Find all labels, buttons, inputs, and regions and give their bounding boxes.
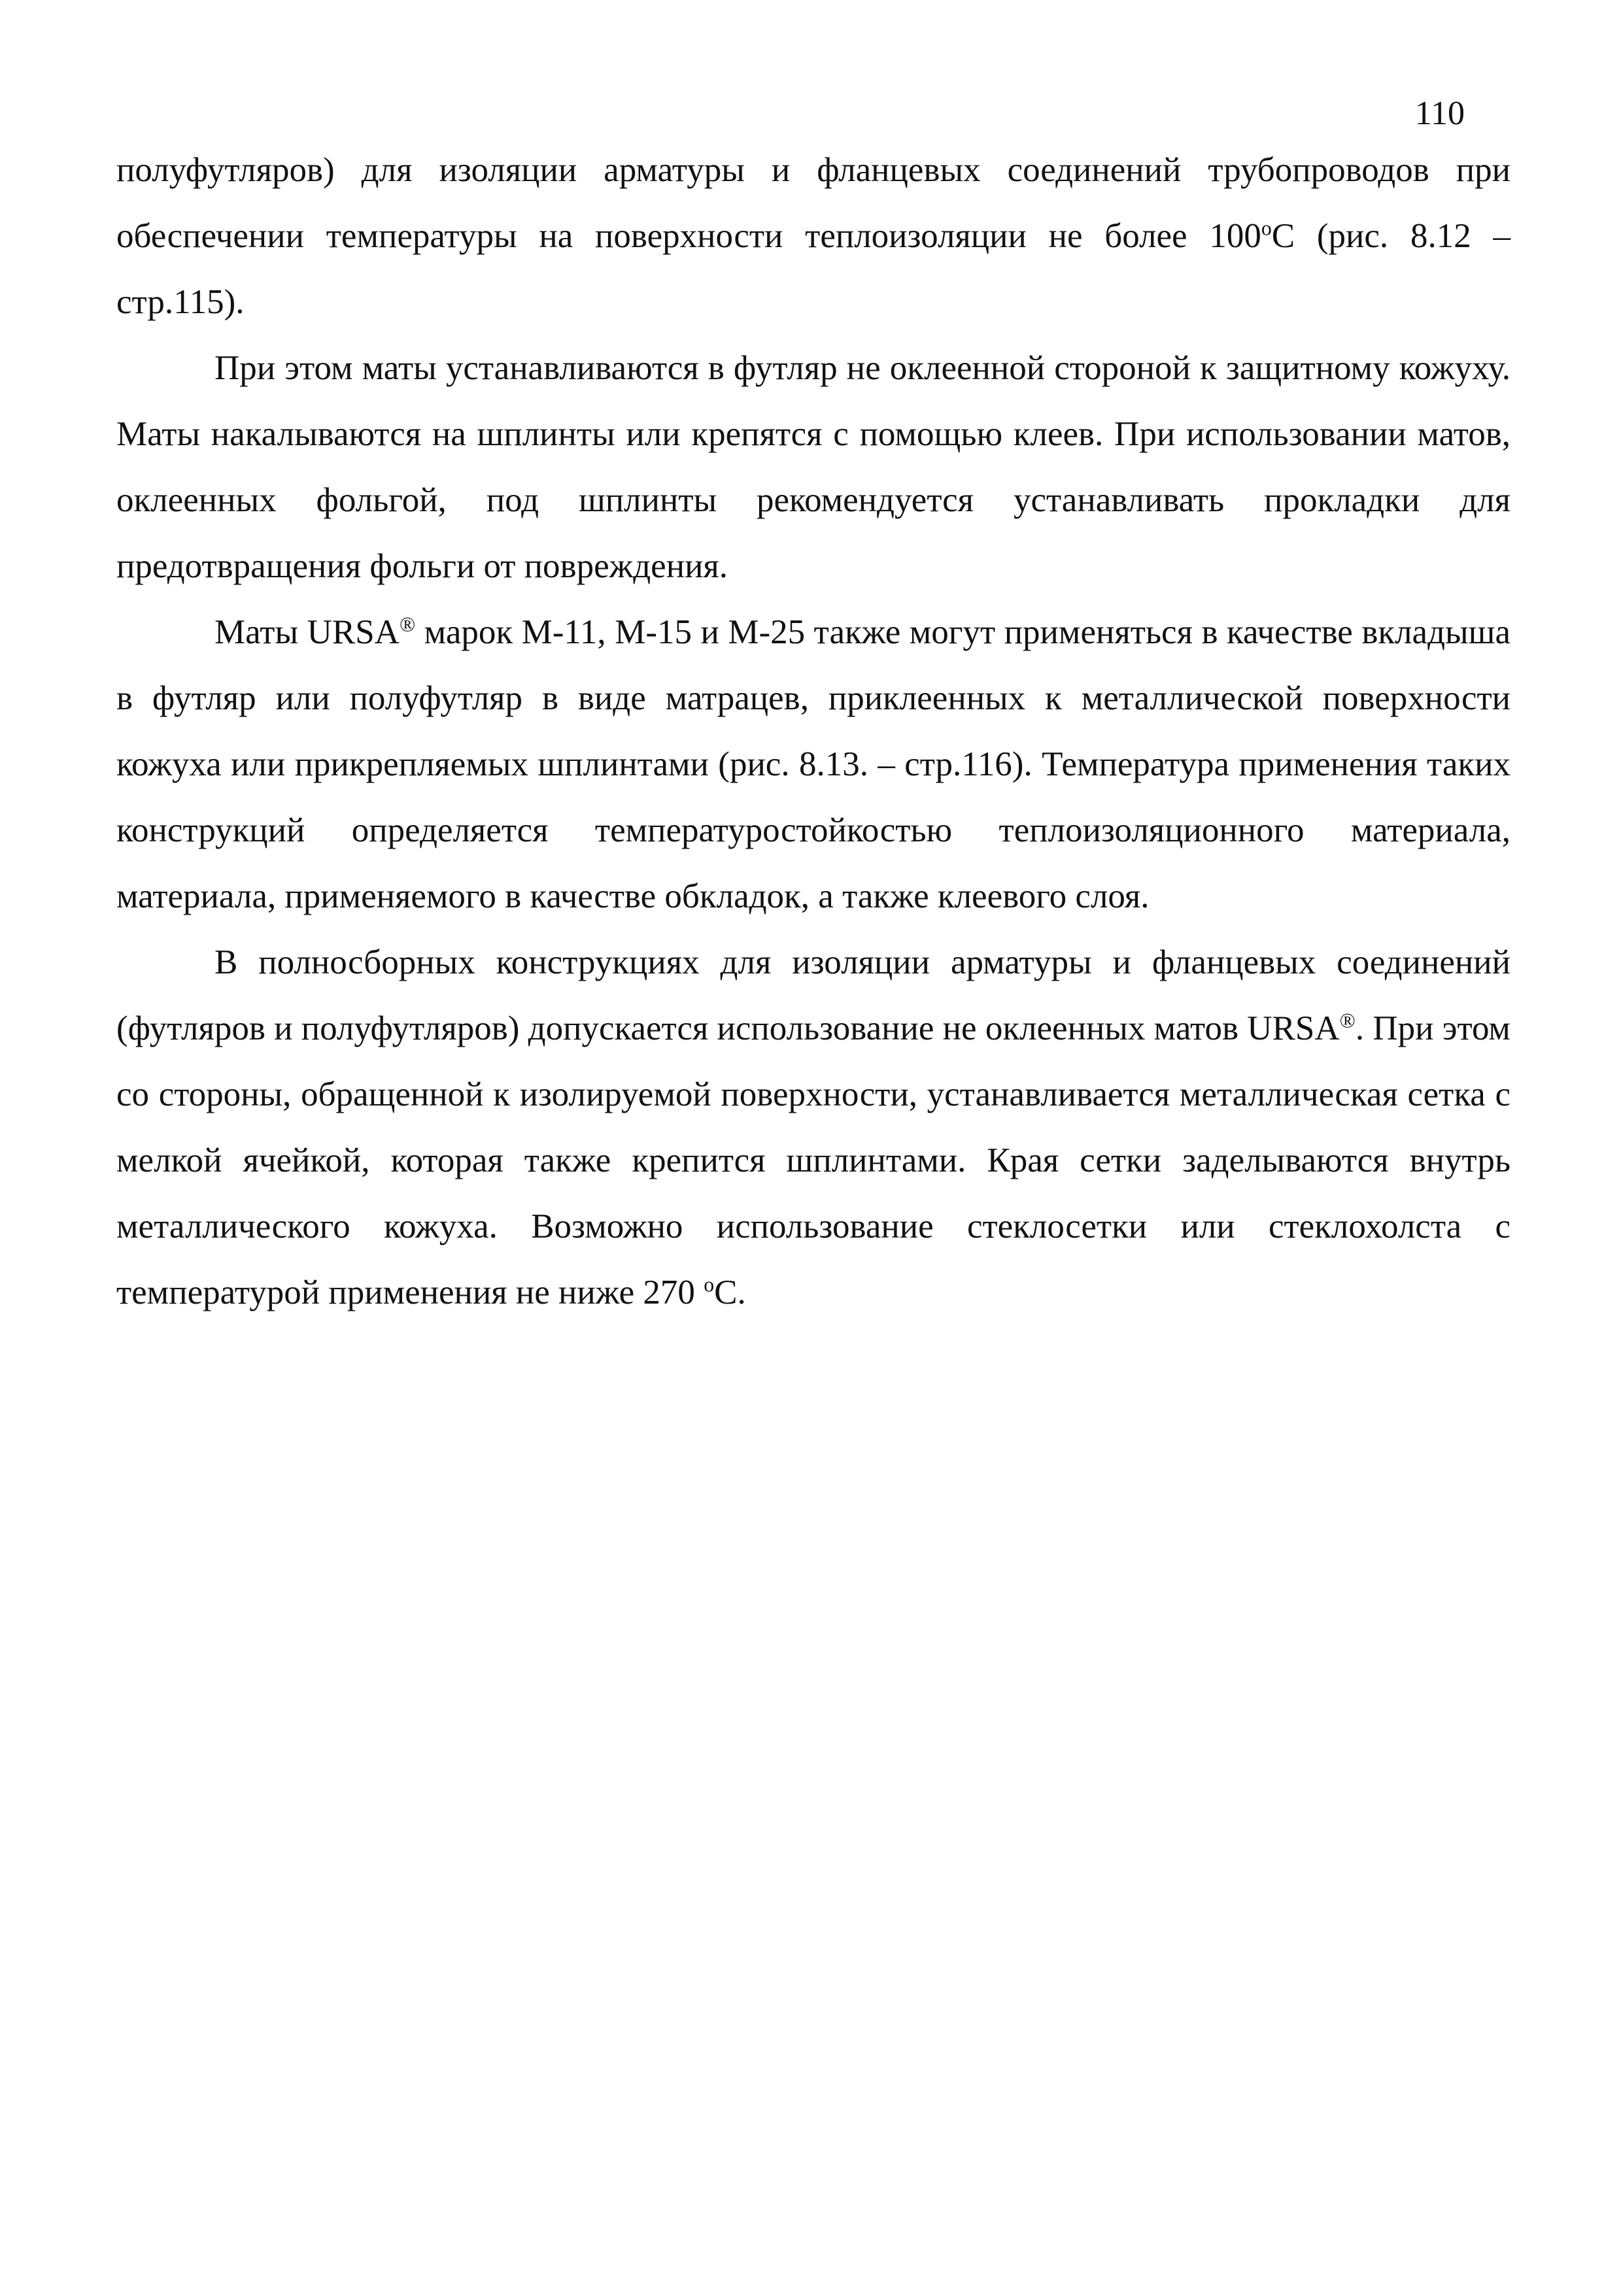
paragraph-4 <box>116 930 1510 1326</box>
registered-mark: ® <box>399 613 416 636</box>
body-text <box>116 137 1510 1326</box>
paragraph-4-text-b: . При этом со стороны, обращенной к изолируемой поверхности, устанавливается металлическая сетка с мелкой ячейкой, которая также крепится шплинтами. Края сетки заделываются внутрь металлического кожуха. Возможно использование стеклосетки или стеклохолста с температурой применения не ниже 270 <box>116 1009 1510 1311</box>
paragraph-4-text-c: С. <box>714 1274 746 1311</box>
degree-sign: o <box>1261 216 1272 240</box>
paragraph-1 <box>116 137 1510 335</box>
paragraph-3 <box>116 599 1510 930</box>
paragraph-1-text-a: полуфутляров) для изоляции арматуры и фланцевых соединений трубопроводов при обеспечении температуры на поверхности теплоизоляции не более 100 <box>116 151 1510 255</box>
degree-sign: o <box>704 1273 715 1296</box>
paragraph-4-text-a: В полносборных конструкциях для изоляции арматуры и фланцевых соединений (футляров и полуфутляров) допускается использование не оклеенных матов URSA <box>116 943 1510 1047</box>
page-number: 110 <box>1414 95 1465 132</box>
paragraph-3-text-b: марок М-11, М-15 и М-25 также могут применяться в качестве вкладыша в футляр или полуфутляр в виде матрацев, приклеенных к металлической поверхности кожуха или прикрепляемых шплинтами (рис. 8.13. – стр.116). Температура применения таких конструкций определяется температуростойкостью теплоизоляционного материала, материала, применяемого в качестве обкладок, а также клеевого слоя. <box>116 613 1510 915</box>
paragraph-1-text-b: С (рис. 8.12 – стр.115). <box>116 217 1510 321</box>
paragraph-2: При этом маты устанавливаются в футляр не оклеенной стороной к защитному кожуху. Маты накалываются на шплинты или крепятся с помощью клеев. При использовании матов, оклеенных фольгой, под шплинты рекомендуется устанавливать прокладки для предотвращения фольги от повреждения. <box>116 349 1510 585</box>
paragraph-3-text-a: Маты URSA <box>214 613 400 651</box>
registered-mark: ® <box>1339 1009 1356 1032</box>
